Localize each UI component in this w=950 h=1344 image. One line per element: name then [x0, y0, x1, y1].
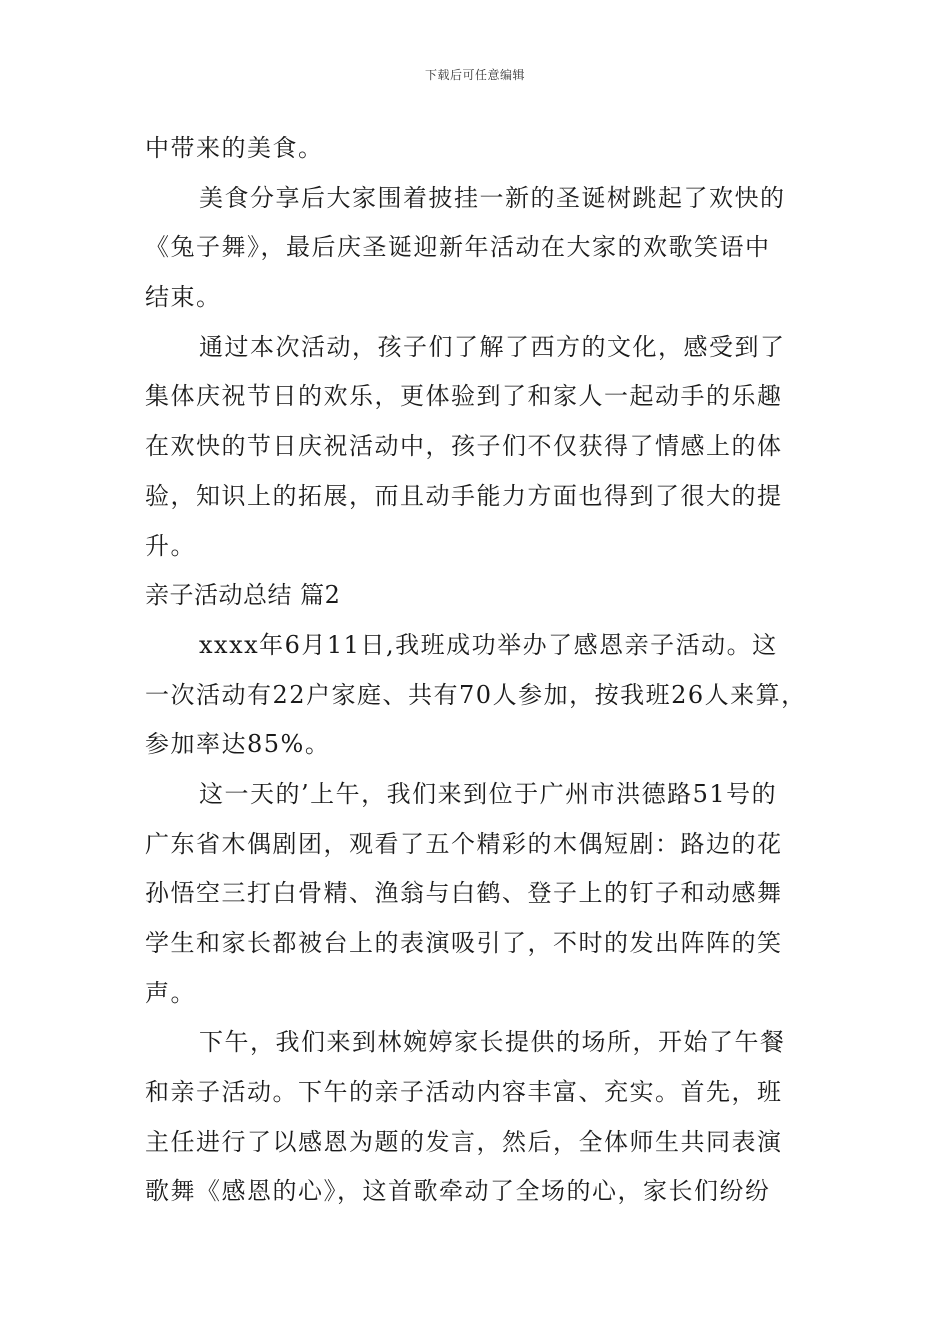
text-line: 集体庆祝节日的欢乐，更体验到了和家人一起动手的乐趣 [145, 382, 783, 411]
text-line: 歌舞《感恩的心》，这首歌牵动了全场的心，家长们纷纷 [145, 1177, 771, 1206]
text-line: 结束。 [145, 283, 222, 312]
text-line: 验，知识上的拓展，而且动手能力方面也得到了很大的提 [145, 481, 783, 510]
section-heading: 亲子活动总结 篇2 [145, 581, 341, 610]
document-body [145, 124, 810, 1217]
text-line: 孙悟空三打白骨精、渔翁与白鹤、登子上的钉子和动感舞 [145, 879, 783, 908]
text-line: 下午，我们来到林婉婷家长提供的场所，开始了午餐 [199, 1028, 786, 1057]
text-line: 中带来的美食。 [145, 134, 324, 162]
text-line: 在欢快的节日庆祝活动中，孩子们不仅获得了情感上的体 [145, 432, 783, 461]
text-line: 《兔子舞》，最后庆圣诞迎新年活动在大家的欢歌笑语中 [145, 233, 771, 262]
text-line: 这一天的’上午，我们来到位于广州市洪德路51号的 [199, 779, 778, 808]
page-header: 下载后可任意编辑 [424, 68, 525, 82]
text-line: 升。 [145, 531, 196, 560]
text-line: 参加率达85%。 [145, 730, 331, 759]
text-line: 通过本次活动，孩子们了解了西方的文化，感受到了 [199, 332, 786, 361]
text-line: 学生和家长都被台上的表演吸引了，不时的发出阵阵的笑 [145, 929, 783, 957]
text-line: 声。 [145, 978, 196, 1007]
text-line: 和亲子活动。下午的亲子活动内容丰富、充实。首先，班 [145, 1078, 783, 1107]
text-line: xxxx年6月11日,我班成功举办了感恩亲子活动。这 [199, 630, 778, 659]
text-line: 主任进行了以感恩为题的发言，然后，全体师生共同表演 [145, 1127, 783, 1156]
text-line: 美食分享后大家围着披挂一新的圣诞树跳起了欢快的 [199, 183, 786, 212]
text-line: 广东省木偶剧团，观看了五个精彩的木偶短剧：路边的花 [145, 829, 783, 858]
text-line: 一次活动有22户家庭、共有70人参加，按我班26人来算， [145, 680, 807, 709]
